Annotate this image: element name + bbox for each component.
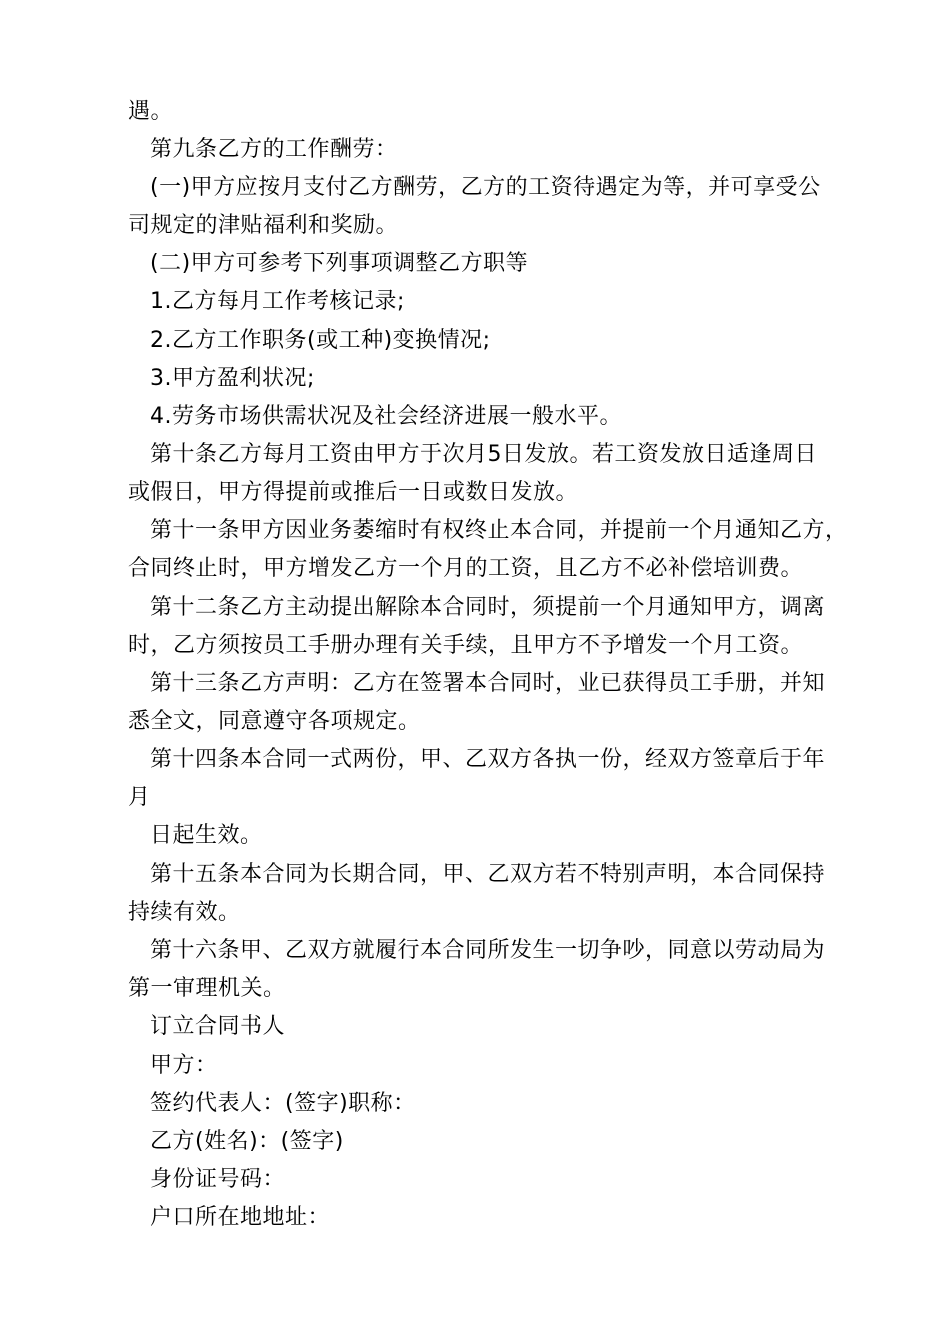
article-14: 第十四条本合同一式两份，甲、乙双方各执一份，经双方签章后于年 [150, 747, 826, 772]
list-item: 2.乙方工作职务(或工种)变换情况; [150, 328, 491, 353]
text-line: 遇。 [128, 99, 174, 124]
party-b-label: 乙方(姓名)：(签字) [150, 1129, 344, 1154]
text-line: (一)甲方应按月支付乙方酬劳，乙方的工资待遇定为等，并可享受公 [150, 175, 821, 200]
list-item: 4.劳务市场供需状况及社会经济进展一般水平。 [150, 404, 622, 429]
article-15: 第十五条本合同为长期合同，甲、乙双方若不特别声明，本合同保持 [150, 862, 826, 887]
text-line: 悉全文，同意遵守各项规定。 [128, 709, 421, 734]
household-address-label: 户口所在地地址： [150, 1205, 331, 1230]
text-line: 持续有效。 [128, 900, 241, 925]
text-line: (二)甲方可参考下列事项调整乙方职等 [150, 251, 529, 276]
text-line: 日起生效。 [150, 823, 263, 848]
text-line: 合同终止时，甲方增发乙方一个月的工资，且乙方不必补偿培训费。 [128, 556, 804, 581]
article-12: 第十二条乙方主动提出解除本合同时，须提前一个月通知甲方，调离 [150, 595, 826, 620]
signatories-heading: 订立合同书人 [150, 1014, 286, 1039]
article-11: 第十一条甲方因业务萎缩时有权终止本合同，并提前一个月通知乙方， [150, 518, 848, 543]
text-line: 或假日，甲方得提前或推后一日或数日发放。 [128, 480, 579, 505]
list-item: 1.乙方每月工作考核记录; [150, 289, 405, 314]
representative-label: 签约代表人：(签字)职称： [150, 1091, 416, 1116]
list-item: 3.甲方盈利状况; [150, 366, 315, 391]
article-16: 第十六条甲、乙双方就履行本合同所发生一切争吵，同意以劳动局为 [150, 938, 826, 963]
article-13: 第十三条乙方声明：乙方在签署本合同时，业已获得员工手册，并知 [150, 671, 826, 696]
text-line: 司规定的津贴福利和奖励。 [128, 213, 399, 238]
text-line: 第一审理机关。 [128, 976, 286, 1001]
text-line: 时，乙方须按员工手册办理有关手续，且甲方不予增发一个月工资。 [128, 633, 804, 658]
id-number-label: 身份证号码： [150, 1167, 286, 1192]
article-9-heading: 第九条乙方的工作酬劳： [150, 137, 398, 162]
article-10: 第十条乙方每月工资由甲方于次月5日发放。若工资发放日适逢周日 [150, 442, 817, 467]
party-a-label: 甲方： [150, 1053, 218, 1078]
text-line: 月 [128, 785, 151, 810]
